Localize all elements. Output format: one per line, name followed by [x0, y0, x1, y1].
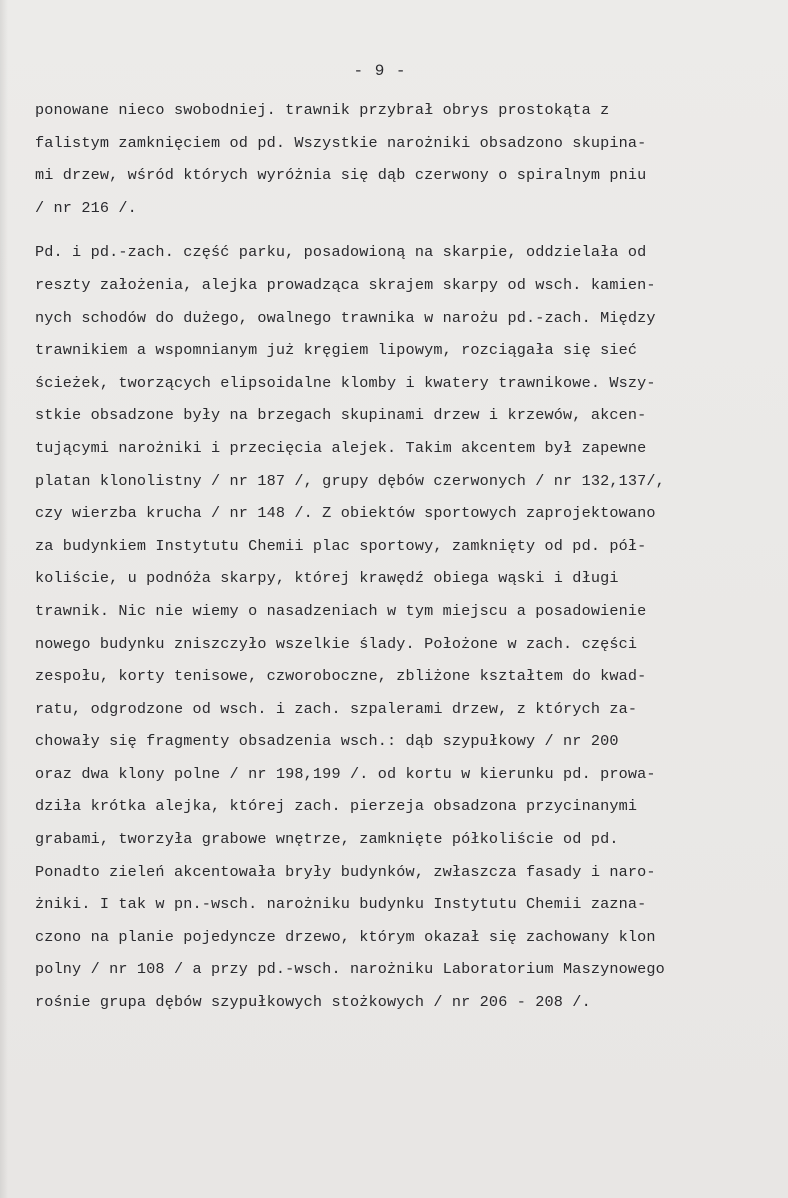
- text-line: ponowane nieco swobodniej. trawnik przybrał obrys prostokąta z: [35, 101, 610, 119]
- text-line: chowały się fragmenty obsadzenia wsch.: dąb szypułkowy / nr 200: [35, 732, 619, 751]
- paragraph-break: [35, 224, 765, 236]
- text-line: Pd. i pd.-zach. część parku, posadowioną na skarpie, oddzielała od: [35, 243, 647, 262]
- page-number: - 9 -: [353, 62, 407, 80]
- text-line: ratu, odgrodzone od wsch. i zach. szpalerami drzew, z których za-: [35, 699, 638, 718]
- text-line: czy wierzba krucha / nr 148 /. Z obiektów sportowych zaprojektowano: [35, 504, 656, 523]
- text-line: polny / nr 108 / a przy pd.-wsch. narożniku Laboratorium Maszynowego: [35, 960, 665, 979]
- text-line: mi drzew, wśród których wyróżnia się dąb czerwony o spiralnym pniu: [35, 166, 647, 185]
- text-line: oraz dwa klony polne / nr 198,199 /. od kortu w kierunku pd. prowa-: [35, 764, 656, 783]
- text-line: trawnikiem a wspomnianym już kręgiem lipowym, rozciągała się sieć: [35, 341, 638, 360]
- text-line: żniki. I tak w pn.-wsch. narożniku budynku Instytutu Chemii zazna-: [35, 895, 647, 914]
- text-line: czono na planie pojedyncze drzewo, którym okazał się zachowany klon: [35, 927, 656, 946]
- text-line: Ponadto zieleń akcentowała bryły budynków, zwłaszcza fasady i naro-: [35, 862, 656, 881]
- text-line: dziła krótka alejka, której zach. pierzeja obsadzona przycinanymi: [35, 797, 638, 816]
- text-line: tującymi narożniki i przecięcia alejek. Takim akcentem był zapewne: [35, 438, 647, 457]
- text-line: nych schodów do dużego, owalnego trawnika w narożu pd.-zach. Między: [35, 308, 656, 327]
- text-line: zespołu, korty tenisowe, czworoboczne, zbliżone kształtem do kwad-: [35, 667, 647, 686]
- text-line: rośnie grupa dębów szypułkowych stożkowych / nr 206 - 208 /.: [35, 993, 591, 1012]
- text-line: falistym zamknięciem od pd. Wszystkie narożniki obsadzono skupina-: [35, 133, 647, 152]
- text-line: stkie obsadzone były na brzegach skupinami drzew i krzewów, akcen-: [35, 406, 647, 425]
- text-line: platan klonolistny / nr 187 /, grupy dębów czerwonych / nr 132,137/,: [35, 471, 665, 490]
- text-line: koliście, u podnóża skarpy, której krawędź obiega wąski i długi: [35, 569, 619, 588]
- text-line: trawnik. Nic nie wiemy o nasadzeniach w tym miejscu a posadowienie: [35, 601, 647, 620]
- text-line: / nr 216 /.: [35, 198, 137, 217]
- body-text: [35, 94, 765, 1019]
- text-line: grabami, tworzyła grabowe wnętrze, zamknięte półkoliście od pd.: [35, 830, 619, 849]
- page-edge-shadow: [0, 0, 8, 1198]
- text-line: nowego budynku zniszczyło wszelkie ślady. Położone w zach. części: [35, 634, 638, 653]
- text-line: za budynkiem Instytutu Chemii plac sportowy, zamknięty od pd. pół-: [35, 536, 647, 555]
- text-line: reszty założenia, alejka prowadząca skrajem skarpy od wsch. kamien-: [35, 275, 656, 294]
- text-line: ścieżek, tworzących elipsoidalne klomby i kwatery trawnikowe. Wszy-: [35, 373, 656, 392]
